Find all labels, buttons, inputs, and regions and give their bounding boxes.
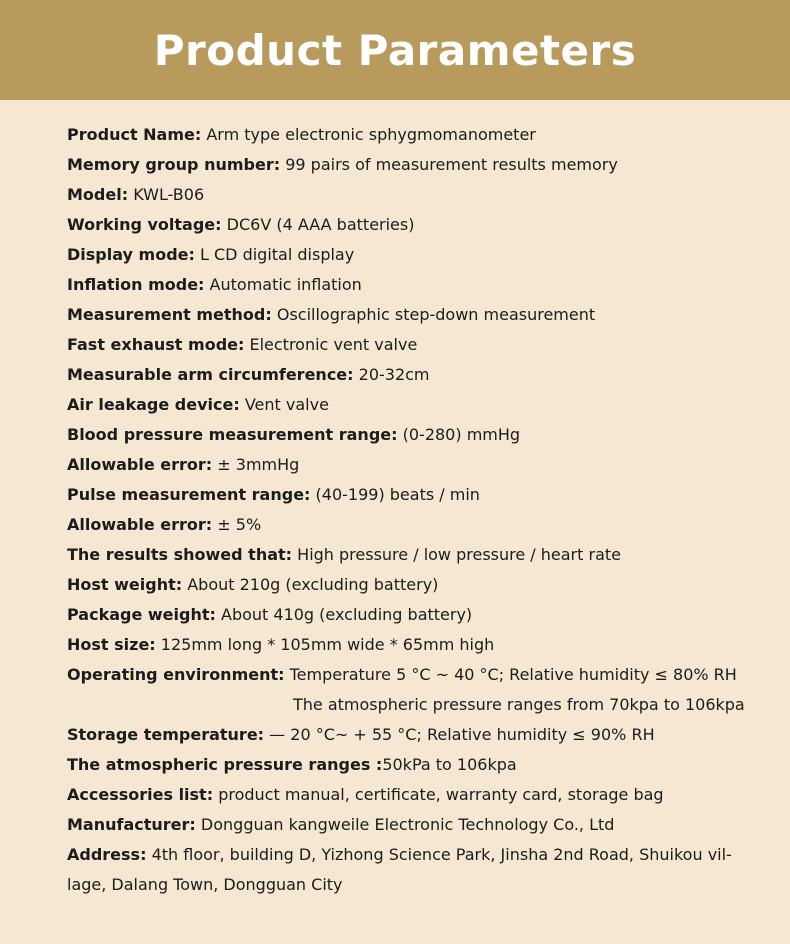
- param-row: [67, 450, 767, 480]
- param-row: [67, 540, 767, 570]
- param-label: Accessories list:: [67, 785, 214, 804]
- param-label: Measurable arm circumference:: [67, 365, 354, 384]
- param-value: — 20 °C~ + 55 °C; Relative humidity ≤ 90% RH: [269, 725, 655, 744]
- param-value: Oscillographic step-down measurement: [276, 305, 596, 324]
- param-value: Vent valve: [244, 395, 329, 414]
- param-value: Electronic vent valve: [249, 335, 418, 354]
- param-label: Display mode:: [67, 245, 195, 264]
- param-value: Arm type electronic sphygmomanometer: [206, 125, 536, 144]
- param-label: Product Name:: [67, 125, 202, 144]
- param-row: [67, 390, 767, 420]
- param-label: Host weight:: [67, 575, 183, 594]
- param-label: Fast exhaust mode:: [67, 335, 245, 354]
- header-banner: [0, 0, 790, 100]
- param-value: 125mm long * 105mm wide * 65mm high: [160, 635, 495, 654]
- page-title: Product Parameters: [153, 25, 637, 75]
- param-label: Operating environment:: [67, 665, 285, 684]
- param-label: Air leakage device:: [67, 395, 240, 414]
- param-value: (0-280) mmHg: [402, 425, 521, 444]
- param-value: 4th floor, building D, Yizhong Science Park, Jinsha 2nd Road, Shuikou vil- lage, Dalang Town, Dongguan City: [67, 845, 732, 894]
- param-value: L CD digital display: [200, 245, 355, 264]
- param-row: [67, 420, 767, 450]
- param-label: Blood pressure measurement range:: [67, 425, 398, 444]
- param-label: Inflation mode:: [67, 275, 205, 294]
- param-label: Storage temperature:: [67, 725, 265, 744]
- param-label: Allowable error:: [67, 455, 213, 474]
- param-row: [67, 300, 767, 330]
- param-row: [67, 630, 767, 660]
- param-label: Package weight:: [67, 605, 216, 624]
- param-row: [67, 840, 767, 900]
- param-value: Temperature 5 °C ~ 40 °C; Relative humidity ≤ 80% RH: [289, 665, 737, 684]
- param-value-continuation: The atmospheric pressure ranges from 70kpa to 106kpa: [293, 695, 745, 714]
- param-label: Measurement method:: [67, 305, 272, 324]
- param-value: About 210g (excluding battery): [187, 575, 439, 594]
- param-row: [67, 330, 767, 360]
- param-row: [67, 180, 767, 210]
- param-row: [67, 570, 767, 600]
- param-row: [67, 360, 767, 390]
- param-row: [67, 600, 767, 630]
- param-value: 20-32cm: [358, 365, 430, 384]
- param-row: [67, 240, 767, 270]
- param-value: DC6V (4 AAA batteries): [226, 215, 415, 234]
- param-row: [67, 660, 767, 720]
- param-label: Manufacturer:: [67, 815, 196, 834]
- param-value: 50kPa to 106kpa: [382, 755, 517, 774]
- param-value: Automatic inflation: [209, 275, 362, 294]
- param-value: product manual, certificate, warranty card, storage bag: [218, 785, 664, 804]
- param-value: High pressure / low pressure / heart rate: [297, 545, 621, 564]
- param-row: [67, 750, 767, 780]
- param-value: (40-199) beats / min: [315, 485, 480, 504]
- param-label: Allowable error:: [67, 515, 213, 534]
- param-row: [67, 210, 767, 240]
- param-row: [67, 480, 767, 510]
- param-label: Working voltage:: [67, 215, 222, 234]
- param-label: Model:: [67, 185, 129, 204]
- param-row: [67, 150, 767, 180]
- param-label: Host size:: [67, 635, 156, 654]
- param-row: [67, 510, 767, 540]
- param-label: The results showed that:: [67, 545, 293, 564]
- param-label: Address:: [67, 845, 147, 864]
- param-row: [67, 270, 767, 300]
- param-row: [67, 720, 767, 750]
- param-label: The atmospheric pressure ranges :: [67, 755, 383, 774]
- param-row: [67, 120, 767, 150]
- param-row: [67, 810, 767, 840]
- param-label: Memory group number:: [67, 155, 281, 174]
- parameter-list: [67, 120, 767, 900]
- param-value: Dongguan kangweile Electronic Technology Co., Ltd: [200, 815, 615, 834]
- param-value: About 410g (excluding battery): [221, 605, 473, 624]
- param-label: Pulse measurement range:: [67, 485, 311, 504]
- param-row: [67, 780, 767, 810]
- param-value: ± 5%: [217, 515, 262, 534]
- param-value: KWL-B06: [133, 185, 205, 204]
- param-value: 99 pairs of measurement results memory: [285, 155, 618, 174]
- param-value: ± 3mmHg: [217, 455, 300, 474]
